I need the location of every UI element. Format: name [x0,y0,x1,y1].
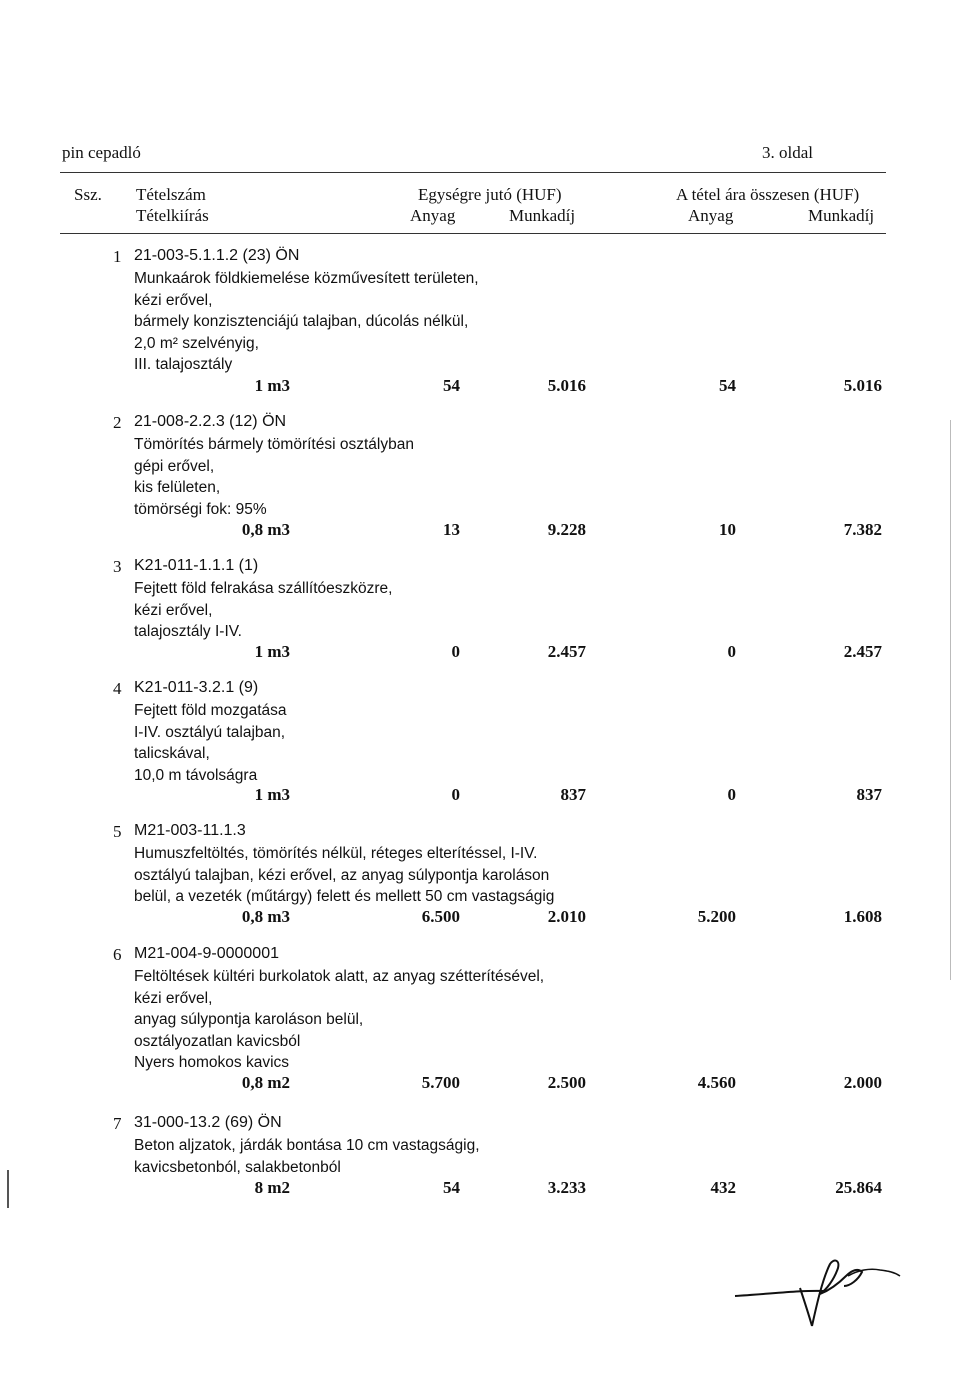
item-description: Tömörítés bármely tömörítési osztályban gépi erővel, kis felületen, tömörségi fok: 95% [134,436,414,518]
scan-artifact [7,1170,9,1208]
item-code: 21-008-2.2.3 (12) ÖN [134,413,287,430]
col-unit-price: Egységre jutó (HUF) [418,185,562,204]
unit-anyag-value: 54 [443,376,460,395]
handwritten-signature [730,1250,910,1330]
item-description: Fejtett föld mozgatása I-IV. osztályú talajban, talicskával, 10,0 m távolságra [134,702,287,784]
item-description: Humuszfeltöltés, tömörítés nélkül, réteges elterítéssel, I-IV. osztályú talajban, kézi erővel, az anyag súlypontja karoláson belül, a vezeték (műtárgy) felett és mellett 50 cm vastagságig [134,845,555,905]
item-number: 3 [113,557,122,576]
item-quantity: 0,8 m3 [241,907,290,926]
col-total-price: A tétel ára összesen (HUF) [676,185,860,204]
unit-anyag-value: 0 [451,785,460,804]
unit-anyag-value: 6.500 [421,907,460,926]
item-quantity: 1 m3 [254,642,290,661]
tot-munkadij-value: 1.608 [843,907,882,926]
scan-edge [950,420,951,980]
col-tot-munkadij: Munkadíj [808,206,875,225]
unit-munkadij-value: 2.500 [547,1073,586,1092]
tot-munkadij-value: 837 [856,785,882,804]
item-code: 31-000-13.2 (69) ÖN [134,1114,282,1131]
page-number: 3. oldal [762,143,813,162]
item-number: 1 [113,247,122,266]
unit-munkadij-value: 837 [560,785,586,804]
unit-anyag-value: 5.700 [421,1073,460,1092]
columns-rule [60,233,886,234]
col-tetelkiiras: Tételkiírás [136,206,209,225]
item-description: Munkaárok földkiemelése közművesített területen, kézi erővel, bármely konzisztenciájú talajban, dúcolás nélkül, 2,0 m² szelvényig, III. talajosztály [134,270,479,373]
tot-munkadij-value: 7.382 [843,520,882,539]
item-quantity: 1 m3 [254,785,290,804]
col-tot-anyag: Anyag [688,206,734,225]
col-unit-anyag: Anyag [410,206,456,225]
unit-anyag-value: 13 [443,520,460,539]
unit-munkadij-value: 9.228 [547,520,586,539]
unit-anyag-value: 0 [451,642,460,661]
item-number: 4 [113,679,122,698]
tot-anyag-value: 0 [727,785,736,804]
item-code: K21-011-3.2.1 (9) [134,679,259,696]
unit-anyag-value: 54 [443,1178,460,1197]
tot-munkadij-value: 25.864 [835,1178,882,1197]
unit-munkadij-value: 5.016 [547,376,586,395]
item-number: 6 [113,945,122,964]
col-tetelszam: Tételszám [136,185,206,204]
tot-anyag-value: 432 [710,1178,736,1197]
item-number: 2 [113,413,122,432]
col-unit-munkadij: Munkadíj [509,206,576,225]
tot-munkadij-value: 2.457 [843,642,882,661]
tot-anyag-value: 0 [727,642,736,661]
col-ssz: Ssz. [74,185,102,204]
header-rule [60,172,886,173]
tot-anyag-value: 5.200 [697,907,736,926]
item-code: 21-003-5.1.1.2 (23) ÖN [134,247,300,264]
tot-anyag-value: 54 [719,376,736,395]
item-description: Feltöltések kültéri burkolatok alatt, az anyag szétterítésével, kézi erővel, anyag súlypontja karoláson belül, osztályozatlan kavicsból Nyers homokos kavics [134,968,545,1071]
unit-munkadij-value: 2.457 [547,642,586,661]
tot-munkadij-value: 5.016 [843,376,882,395]
item-quantity: 1 m3 [254,376,290,395]
tot-anyag-value: 4.560 [697,1073,736,1092]
item-quantity: 0,8 m2 [241,1073,290,1092]
item-code: K21-011-1.1.1 (1) [134,557,259,574]
item-quantity: 8 m2 [254,1178,290,1197]
item-quantity: 0,8 m3 [241,520,290,539]
tot-munkadij-value: 2.000 [843,1073,882,1092]
unit-munkadij-value: 3.233 [547,1178,586,1197]
item-code: M21-003-11.1.3 [134,822,246,839]
item-code: M21-004-9-0000001 [134,945,279,962]
tot-anyag-value: 10 [719,520,736,539]
item-number: 5 [113,822,122,841]
item-description: Fejtett föld felrakása szállítóeszközre, kézi erővel, talajosztály I-IV. [134,580,393,640]
item-description: Beton aljzatok, járdák bontása 10 cm vastagságig, kavicsbetonból, salakbetonból [134,1137,480,1176]
unit-munkadij-value: 2.010 [547,907,586,926]
document-title: pin cepadló [62,143,141,162]
item-number: 7 [113,1114,122,1133]
